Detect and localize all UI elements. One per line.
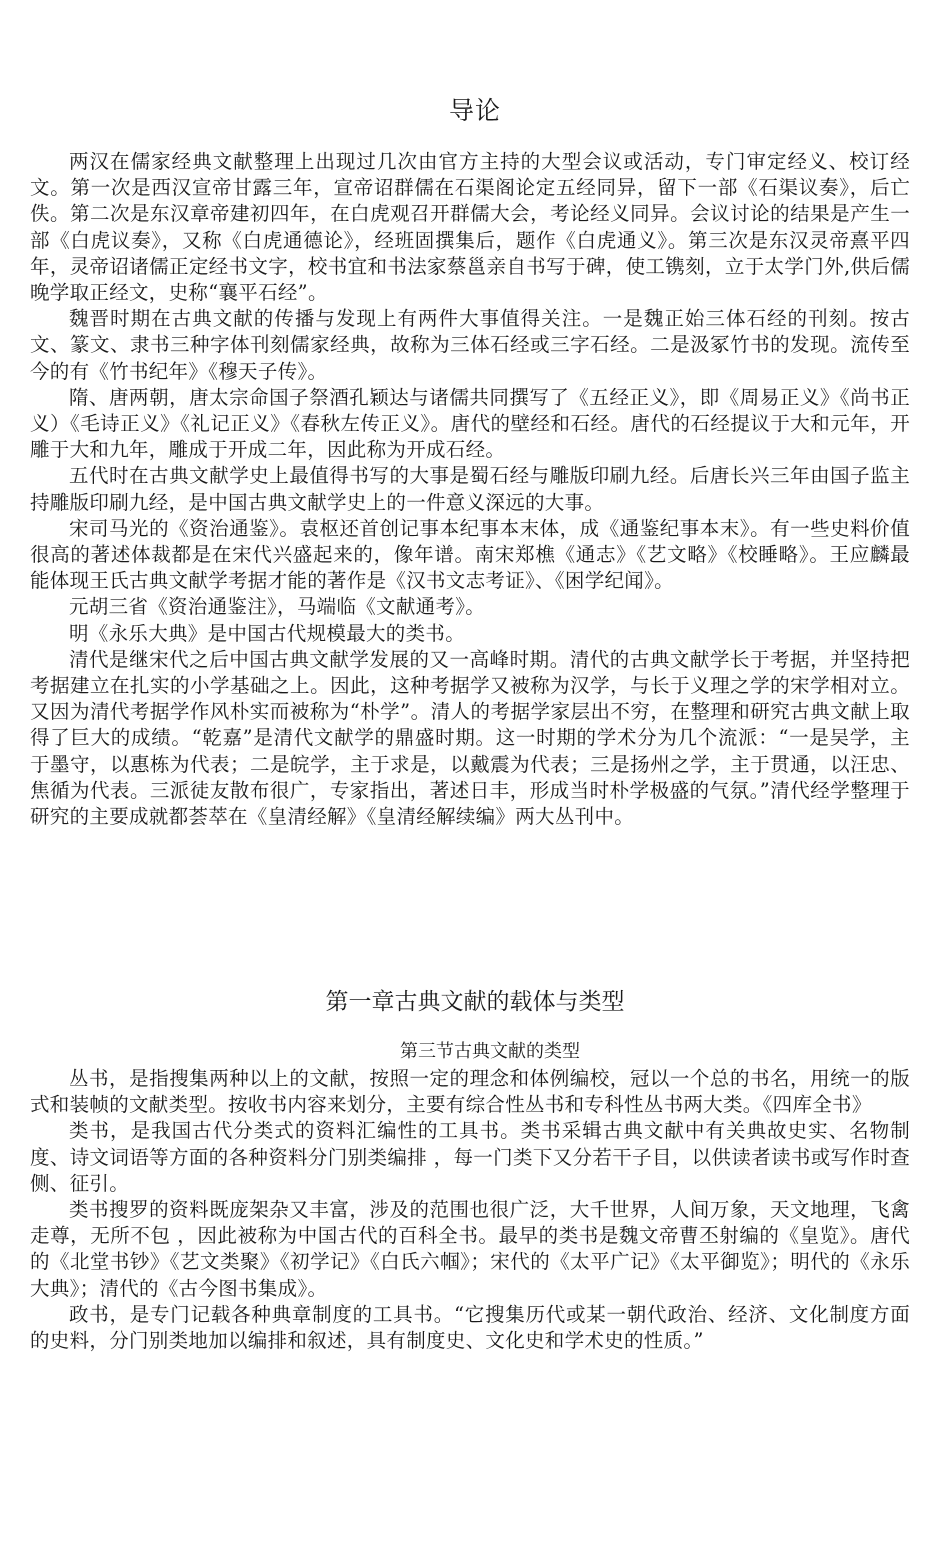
paragraph: 清代是继宋代之后中国古典文献学发展的又一高峰时期。清代的古典文献学长于考据，并坚持把考据建立在扎实的小学基础之上。因此，这种考据学又被称为汉学，与长于义理之学的宋学相对立。又因为清代考据学作风朴实而被称为“朴学”。清人的考据学家层出不穷，在整理和研究古典文献上取得了巨大的成绩。“乾嘉”是清代文献学的鼎盛时期。这一时期的学术分为几个流派：“一是吴学，主于墨守，以惠栋为代表；二是皖学，主于求是，以戴震为代表；三是扬州之学，主于贯通，以汪忠、焦循为代表。三派徒友散布很广，专家指出，著述日丰，形成当时朴学极盛的气氛。”清代经学整理于研究的主要成就都荟萃在《皇清经解》《皇清经解续编》两大丛刊中。: [30, 647, 910, 829]
chapter-title: 第一章古典文献的载体与类型: [325, 989, 625, 1015]
paragraph: 两汉在儒家经典文献整理上出现过几次由官方主持的大型会议或活动，专门审定经义、校订经文。第一次是西汉宣帝甘露三年，宣帝诏群儒在石渠阁论定五经同异，留下一部《石渠议奏》，后亡佚。第二次是东汉章帝建初四年，在白虎观召开群儒大会，考论经义同异。会议讨论的结果是产生一部《白虎议奏》，又称《白虎通德论》，经班固撰集后，题作《白虎通义》。第三次是东汉灵帝熹平四年，灵帝诏诸儒正定经书文字，校书宜和书法家蔡邕亲自书写于碑，使工镌刻，立于太学门外,供后儒晚学取正经文，史称“襄平石经”。: [30, 150, 910, 305]
page-title: 导论: [448, 96, 501, 125]
paragraph: 魏晋时期在古典文献的传播与发现上有两件大事值得关注。一是魏正始三体石经的刊刻。按古文、篆文、隶书三种字体刊刻儒家经典，故称为三体石经或三字石经。二是汲冢竹书的发现。流传至今的有《竹书纪年》《穆天子传》。: [30, 307, 910, 383]
paragraph: 类书，是我国古代分类式的资料汇编性的工具书。类书采辑古典文献中有关典故史实、名物制度、诗文词语等方面的各种资料分门别类编排 ，每一门类下又分若干子目，以供读者读书或写作时查侧、征引。: [30, 1119, 910, 1195]
paragraph: 丛书，是指搜集两种以上的文献，按照一定的理念和体例编校，冠以一个总的书名，用统一的版式和装帧的文献类型。按收书内容来划分，主要有综合性丛书和专科性丛书两大类。《四库全书》: [30, 1067, 910, 1117]
section-title: 第三节古典文献的类型: [400, 1041, 580, 1062]
intro-section: [30, 149, 910, 830]
paragraph: 五代时在古典文献学史上最值得书写的大事是蜀石经与雕版印刷九经。后唐长兴三年由国子监主持雕版印刷九经，是中国古典文献学史上的一件意义深远的大事。: [30, 464, 910, 514]
paragraph: 隋、唐两朝，唐太宗命国子祭酒孔颖达与诸儒共同撰写了《五经正义》，即《周易正义》《尚书正义）《毛诗正义》《礼记正义》《春秋左传正义》。唐代的壁经和石经。唐代的石经提议于大和元年，开雕于大和九年，雕成于开成二年，因此称为开成石经。: [30, 385, 910, 462]
chapter-section-body: [30, 1066, 910, 1354]
paragraph: 宋司马光的《资治通鉴》。袁枢还首创记事本纪事本末体，成《通鉴纪事本末》。有一些史料价值很高的著述体裁都是在宋代兴盛起来的，像年谱。南宋郑樵《通志》《艺文略》《校睡略》。王应麟最能体现王氏古典文献学考据才能的著作是《汉书文志考证》、《困学纪闻》。: [30, 516, 910, 593]
paragraph: 类书搜罗的资料既庞架杂又丰富，涉及的范围也很广泛，大千世界，人间万象，天文地理，飞禽走尊，无所不包 ，因此被称为中国古代的百科全书。最早的类书是魏文帝曹丕射编的《皇览》。唐代的《北堂书钞》《艺文类聚》《初学记》《白氏六帼》；宋代的《太平广记》《太平御览》；明代的《永乐大典》；清代的《古今图书集成》。: [30, 1198, 910, 1300]
paragraph: 元胡三省《资治通鉴注》，马端临《文献通考》。: [69, 595, 486, 619]
paragraph: 政书，是专门记载各种典章制度的工具书。“它搜集历代或某一朝代政治、经济、文化制度方面的史料，分门别类地加以编排和叙述，具有制度史、文化史和学术史的性质。”: [30, 1302, 910, 1353]
paragraph: 明《永乐大典》是中国古代规模最大的类书。: [69, 621, 466, 645]
